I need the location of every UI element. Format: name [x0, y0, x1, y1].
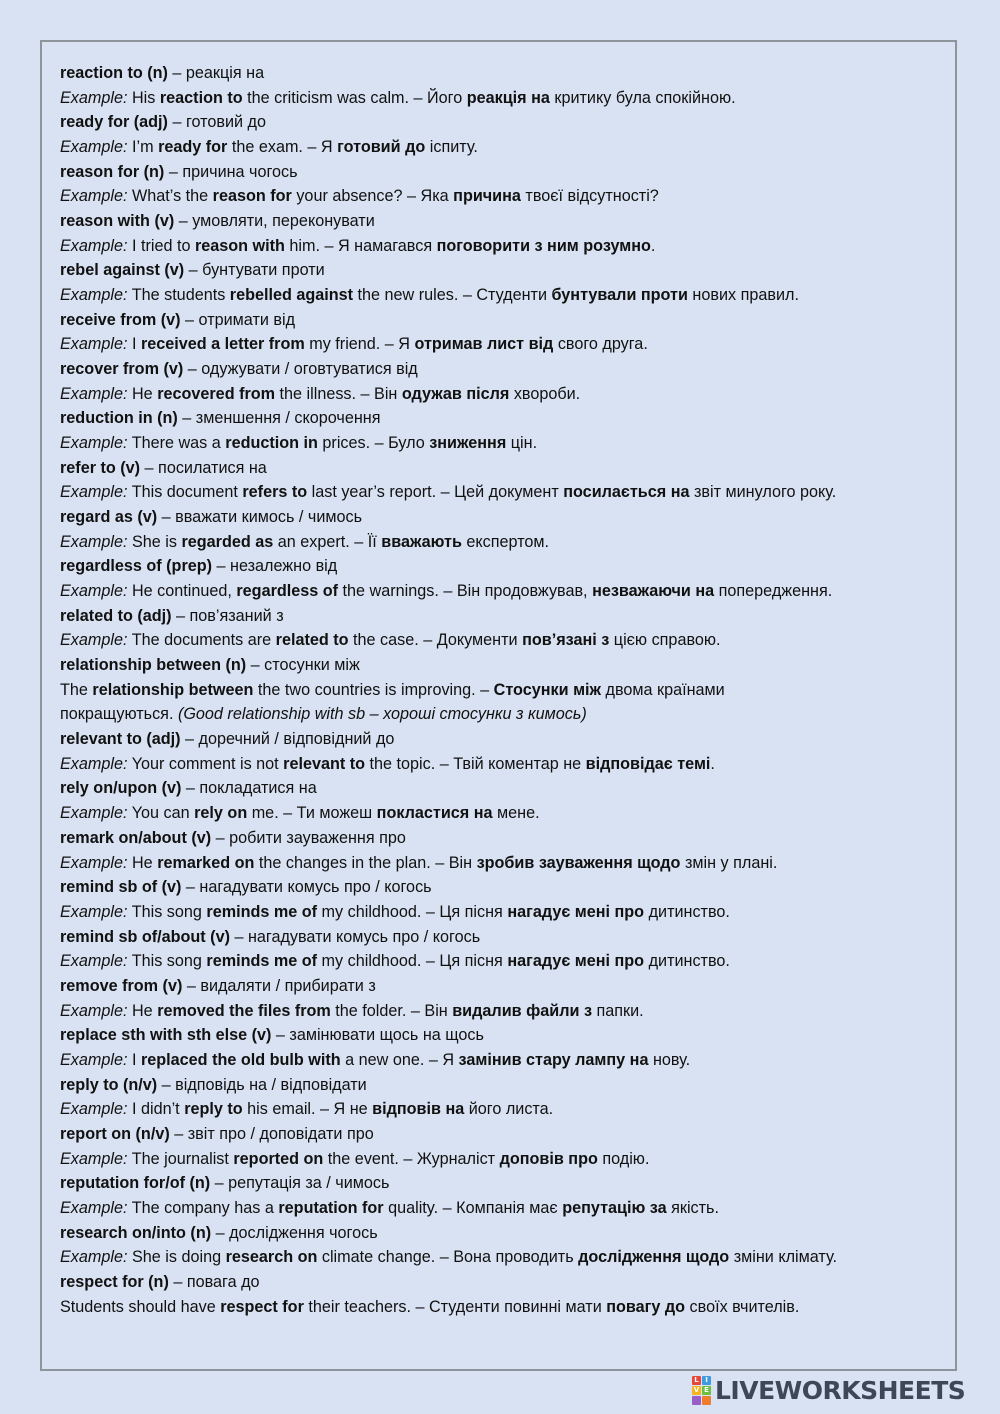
highlighted-phrase: нагадує мені про	[507, 902, 645, 921]
highlighted-phrase: reminds me of	[206, 952, 318, 971]
entry-example	[60, 900, 960, 925]
text-segment: climate change. – Вона проводить	[317, 1248, 579, 1267]
logo-mark-tile: L	[692, 1376, 701, 1385]
example-label: Example:	[60, 1149, 128, 1168]
text-segment: the new rules. – Студенти	[353, 286, 552, 305]
entry-term: related to (adj)	[60, 606, 172, 625]
entry-headword-line	[60, 357, 960, 382]
highlighted-phrase: regarded as	[181, 532, 274, 551]
example-label: Example:	[60, 952, 128, 971]
highlighted-phrase: нагадує мені про	[507, 952, 645, 971]
highlighted-phrase: отримав лист від	[414, 335, 554, 354]
entry-translation: – замінювати щось на щось	[271, 1026, 484, 1045]
highlighted-phrase: replaced the old bulb with	[140, 1050, 341, 1069]
logo-mark-tile	[692, 1396, 701, 1405]
entry-headword-line	[60, 1073, 960, 1098]
example-label: Example:	[60, 335, 128, 354]
highlighted-phrase: ready for	[158, 138, 228, 157]
logo-mark-tile: E	[702, 1386, 711, 1395]
highlighted-phrase: reaction to	[159, 88, 243, 107]
entry-translation: – стосунки між	[246, 656, 360, 675]
entry-example	[60, 530, 960, 555]
entry-translation: – умовляти, переконувати	[174, 212, 375, 231]
entry-headword-line	[60, 653, 960, 678]
text-segment: my childhood. – Ця пісня	[317, 902, 508, 921]
text-segment: Students should have	[60, 1297, 221, 1316]
entry-translation: – репутація за / чимось	[210, 1174, 390, 1193]
example-label: Example:	[60, 1248, 128, 1267]
text-segment: me. – Ти можеш	[247, 804, 377, 823]
entry-term: remark on/about (v)	[60, 828, 212, 847]
example-label: Example:	[60, 1001, 128, 1020]
text-segment: This song	[131, 952, 207, 971]
text-segment: This document	[131, 483, 243, 502]
text-segment: дитинство.	[644, 902, 730, 921]
entry-translation: – нагадувати комусь про / когось	[181, 878, 432, 897]
text-segment: подію.	[597, 1149, 650, 1168]
example-label: Example:	[60, 88, 128, 107]
text-segment: the illness. – Він	[275, 384, 402, 403]
text-segment: She is doing	[131, 1248, 226, 1267]
text-segment: цією справою.	[609, 631, 721, 650]
entry-headword-line	[60, 1023, 960, 1048]
text-segment: I	[131, 1050, 141, 1069]
text-segment: .	[710, 754, 715, 773]
entry-translation: – видаляти / прибирати з	[182, 976, 376, 995]
text-segment: You can	[131, 804, 195, 823]
highlighted-phrase: remarked on	[157, 853, 255, 872]
text-segment: The journalist	[131, 1149, 234, 1168]
text-segment: quality. – Компанія має	[383, 1198, 563, 1217]
entry-translation: – отримати від	[180, 310, 296, 329]
highlighted-phrase: relevant to	[283, 754, 366, 773]
entry-translation: – доречний / відповідний до	[180, 730, 395, 749]
entry-headword-line	[60, 826, 960, 851]
entry-translation: – готовий до	[167, 113, 267, 132]
entry-term: reason for (n)	[60, 162, 165, 181]
highlighted-phrase: повагу до	[606, 1297, 686, 1316]
entry-headword-line	[60, 727, 960, 752]
highlighted-phrase: research on	[225, 1248, 318, 1267]
entry-term: rebel against (v)	[60, 261, 185, 280]
text-segment: I’m	[131, 138, 159, 157]
highlighted-phrase: зниження	[429, 434, 507, 453]
entry-translation: – одужувати / оговтуватися від	[183, 360, 418, 379]
entry-example	[60, 752, 960, 777]
text-segment: хвороби.	[509, 384, 581, 403]
entry-headword-line	[60, 604, 960, 629]
entry-translation: – нагадувати комусь про / когось	[229, 927, 481, 946]
text-segment: дитинство.	[644, 952, 730, 971]
text-segment: змін у плані.	[680, 853, 778, 872]
text-segment: якість.	[666, 1198, 719, 1217]
entry-term: receive from (v)	[60, 310, 181, 329]
highlighted-phrase: одужав після	[401, 384, 510, 403]
text-segment: свого друга.	[553, 335, 648, 354]
highlighted-phrase: received a letter from	[140, 335, 305, 354]
entry-example	[60, 1048, 960, 1073]
highlighted-phrase: refers to	[242, 483, 308, 502]
highlighted-phrase: доповів про	[499, 1149, 598, 1168]
entry-translation: – посилатися на	[140, 458, 267, 477]
logo-mark-tile: I	[702, 1376, 711, 1385]
entry-term: relationship between (n)	[60, 656, 247, 675]
entry-term: remind sb of/about (v)	[60, 927, 230, 946]
highlighted-phrase: готовий до	[337, 138, 426, 157]
example-label: Example:	[60, 631, 128, 650]
entry-example	[60, 283, 960, 308]
highlighted-phrase: reduction in	[225, 434, 318, 453]
example-label: Example:	[60, 236, 128, 255]
entry-term: research on/into (n)	[60, 1223, 212, 1242]
entry-headword-line	[60, 1221, 960, 1246]
entry-term: recover from (v)	[60, 360, 184, 379]
text-segment: критику була спокійною.	[549, 88, 736, 107]
text-segment: Your comment is not	[131, 754, 284, 773]
text-segment: нову.	[648, 1050, 691, 1069]
entry-translation: – незалежно від	[212, 557, 338, 576]
text-segment: prices. – Було	[317, 434, 430, 453]
entry-headword-line	[60, 61, 960, 86]
text-segment: його листа.	[464, 1100, 554, 1119]
text-segment: своїх вчителів.	[685, 1297, 800, 1316]
highlighted-phrase: причина	[453, 187, 521, 206]
highlighted-phrase: reputation for	[278, 1198, 384, 1217]
liveworksheets-logo-icon	[692, 1376, 711, 1405]
entry-headword-line	[60, 1122, 960, 1147]
text-segment: His	[131, 88, 160, 107]
entry-example	[60, 999, 960, 1024]
entry-translation: – вважати кимось / чимось	[157, 508, 363, 527]
text-segment: цін.	[506, 434, 538, 453]
example-label: Example:	[60, 582, 128, 601]
text-segment: I tried to	[131, 236, 195, 255]
entry-term: remind sb of (v)	[60, 878, 182, 897]
entry-term: reaction to (n)	[60, 64, 168, 82]
text-segment: іспиту.	[425, 138, 478, 157]
highlighted-phrase: зробив зауваження щодо	[476, 853, 681, 872]
highlighted-phrase: regardless of	[236, 582, 339, 601]
entry-headword-line	[60, 1171, 960, 1196]
text-segment: .	[650, 236, 656, 255]
text-segment: the event. – Журналіст	[323, 1149, 500, 1168]
highlighted-phrase: вважають	[381, 532, 462, 551]
entry-translation: – відповідь на / відповідати	[157, 1075, 367, 1094]
text-segment: I	[131, 335, 141, 354]
entry-example	[60, 135, 960, 160]
highlighted-phrase: посилається на	[563, 483, 690, 502]
entry-term: regard as (v)	[60, 508, 158, 527]
entry-example	[60, 184, 960, 209]
text-segment: I didn’t	[131, 1100, 185, 1119]
example-label: Example:	[60, 483, 128, 502]
logo-mark-tile	[702, 1396, 711, 1405]
entry-translation: – покладатися на	[181, 779, 317, 798]
text-segment: попередження.	[714, 582, 833, 601]
entry-example	[60, 1196, 960, 1221]
liveworksheets-logo[interactable]	[692, 1375, 965, 1405]
highlighted-phrase: rebelled against	[229, 286, 354, 305]
text-segment: зміни клімату.	[729, 1248, 837, 1267]
entry-term: ready for (adj)	[60, 113, 168, 132]
text-segment: He	[131, 1001, 158, 1020]
text-segment: my childhood. – Ця пісня	[317, 952, 508, 971]
logo-text: LIVEWORKSHEETS	[715, 1375, 966, 1405]
text-segment: (Good relationship with sb – хороші стосунки з кимось)	[177, 705, 587, 724]
entry-term: reason with (v)	[60, 212, 175, 231]
highlighted-phrase: пов’язані з	[522, 631, 610, 650]
text-segment: There was a	[131, 434, 226, 453]
example-label: Example:	[60, 286, 128, 305]
text-segment: The students	[131, 286, 230, 305]
entry-example	[60, 332, 960, 357]
example-label: Example:	[60, 1198, 128, 1217]
highlighted-phrase: репутацію за	[562, 1198, 667, 1217]
highlighted-phrase: related to	[275, 631, 349, 650]
entry-example	[60, 1245, 960, 1270]
text-segment: the case. – Документи	[348, 631, 523, 650]
example-label: Example:	[60, 187, 128, 206]
entry-example	[60, 851, 960, 876]
text-segment: He	[131, 384, 158, 403]
entry-translation: – повага до	[168, 1272, 260, 1291]
entry-headword-line	[60, 554, 960, 579]
vocabulary-list	[60, 61, 960, 1319]
text-segment: the criticism was calm. – Його	[242, 88, 467, 107]
entry-term: reduction in (n)	[60, 409, 178, 428]
text-segment: last year’s report. – Цей документ	[307, 483, 564, 502]
highlighted-phrase: Стосунки між	[493, 680, 602, 699]
highlighted-phrase: видалив файли з	[452, 1001, 592, 1020]
highlighted-phrase: відповідає темі	[585, 754, 711, 773]
entry-term: refer to (v)	[60, 458, 141, 477]
highlighted-phrase: respect for	[220, 1297, 304, 1316]
example-label: Example:	[60, 138, 128, 157]
example-label: Example:	[60, 434, 128, 453]
example-label: Example:	[60, 532, 128, 551]
highlighted-phrase: поговорити з ним розумно	[436, 236, 651, 255]
highlighted-phrase: бунтували проти	[551, 286, 688, 305]
entry-translation: – дослідження чогось	[211, 1223, 378, 1242]
example-label: Example:	[60, 853, 128, 872]
entry-translation: – звіт про / доповідати про	[169, 1124, 374, 1143]
entry-headword-line	[60, 505, 960, 530]
entry-term: rely on/upon (v)	[60, 779, 182, 798]
entry-headword-line	[60, 925, 960, 950]
text-segment: твоєї відсутності?	[520, 187, 659, 206]
entry-translation: – реакція на	[167, 64, 265, 82]
entry-term: regardless of (prep)	[60, 557, 213, 576]
text-segment: покращуються.	[60, 705, 178, 724]
highlighted-phrase: реакція на	[466, 88, 550, 107]
entry-headword-line	[60, 209, 960, 234]
text-segment: нових правил.	[687, 286, 799, 305]
example-label: Example:	[60, 754, 128, 773]
highlighted-phrase: recovered from	[157, 384, 276, 403]
text-segment: експертом.	[461, 532, 550, 551]
entry-term: remove from (v)	[60, 976, 183, 995]
entry-example	[60, 949, 960, 974]
entry-headword-line	[60, 456, 960, 481]
text-segment: The company has a	[131, 1198, 279, 1217]
text-segment: the changes in the plan. – Він	[254, 853, 477, 872]
entry-example	[60, 431, 960, 456]
highlighted-phrase: rely on	[194, 804, 248, 823]
entry-headword-line	[60, 406, 960, 431]
example-label: Example:	[60, 1050, 128, 1069]
text-segment: him. – Я намагався	[284, 236, 437, 255]
entry-translation: – бунтувати проти	[184, 261, 325, 280]
entry-translation: – причина чогось	[164, 162, 298, 181]
entry-example	[60, 234, 960, 259]
text-segment: He continued,	[131, 582, 237, 601]
highlighted-phrase: дослідження щодо	[578, 1248, 730, 1267]
highlighted-phrase: покластися на	[376, 804, 493, 823]
highlighted-phrase: reason with	[194, 236, 285, 255]
text-segment: the topic. – Твій коментар не	[365, 754, 586, 773]
text-segment: the exam. – Я	[227, 138, 338, 157]
text-segment: the warnings. – Він продовжував,	[338, 582, 593, 601]
entry-example-plain	[60, 678, 960, 703]
text-segment: папки.	[592, 1001, 644, 1020]
entry-headword-line	[60, 160, 960, 185]
text-segment: the folder. – Він	[330, 1001, 453, 1020]
text-segment: the two countries is improving. –	[253, 680, 494, 699]
highlighted-phrase: relationship between	[92, 680, 254, 699]
entry-term: replace sth with sth else (v)	[60, 1026, 272, 1045]
entry-headword-line	[60, 776, 960, 801]
text-segment: звіт минулого року.	[689, 483, 837, 502]
text-segment: his email. – Я не	[242, 1100, 373, 1119]
entry-translation: – робити зауваження про	[211, 828, 406, 847]
entry-example-plain	[60, 1295, 960, 1320]
entry-example	[60, 86, 960, 111]
text-segment: a new one. – Я	[340, 1050, 459, 1069]
entry-example	[60, 801, 960, 826]
entry-translation: – зменшення / скорочення	[177, 409, 381, 428]
logo-mark-tile: V	[693, 1385, 700, 1394]
entry-term: reply to (n/v)	[60, 1075, 158, 1094]
entry-headword-line	[60, 974, 960, 999]
entry-example	[60, 480, 960, 505]
text-segment: their teachers. – Студенти повинні мати	[303, 1297, 607, 1316]
entry-translation: – пов’язаний з	[171, 606, 284, 625]
highlighted-phrase: замінив стару лампу на	[458, 1050, 649, 1069]
entry-headword-line	[60, 875, 960, 900]
text-segment: an expert. – Її	[273, 532, 382, 551]
entry-example	[60, 1147, 960, 1172]
highlighted-phrase: reported on	[233, 1149, 324, 1168]
text-segment: What’s the	[131, 187, 213, 206]
entry-headword-line	[60, 308, 960, 333]
entry-term: respect for (n)	[60, 1272, 169, 1291]
entry-example	[60, 1097, 960, 1122]
highlighted-phrase: незважаючи на	[592, 582, 715, 601]
text-segment: your absence? – Яка	[291, 187, 454, 206]
example-label: Example:	[60, 902, 128, 921]
text-segment: мене.	[492, 804, 540, 823]
entry-term: relevant to (adj)	[60, 730, 181, 749]
highlighted-phrase: reminds me of	[206, 902, 318, 921]
entry-example	[60, 382, 960, 407]
entry-example	[60, 628, 960, 653]
text-segment: двома країнами	[601, 680, 725, 699]
example-label: Example:	[60, 1100, 128, 1119]
entry-example-plain	[60, 702, 960, 727]
highlighted-phrase: reply to	[184, 1100, 243, 1119]
entry-headword-line	[60, 110, 960, 135]
text-segment: She is	[131, 532, 182, 551]
text-segment: The	[60, 680, 93, 699]
text-segment: The documents are	[131, 631, 276, 650]
text-segment: my friend. – Я	[304, 335, 415, 354]
entry-headword-line	[60, 258, 960, 283]
highlighted-phrase: reason for	[212, 187, 292, 206]
example-label: Example:	[60, 804, 128, 823]
entry-term: reputation for/of (n)	[60, 1174, 211, 1193]
highlighted-phrase: відповів на	[372, 1100, 465, 1119]
entry-headword-line	[60, 1270, 960, 1295]
text-segment: He	[131, 853, 158, 872]
example-label: Example:	[60, 384, 128, 403]
entry-example	[60, 579, 960, 604]
entry-term: report on (n/v)	[60, 1124, 170, 1143]
text-segment: This song	[131, 902, 207, 921]
highlighted-phrase: removed the files from	[157, 1001, 331, 1020]
